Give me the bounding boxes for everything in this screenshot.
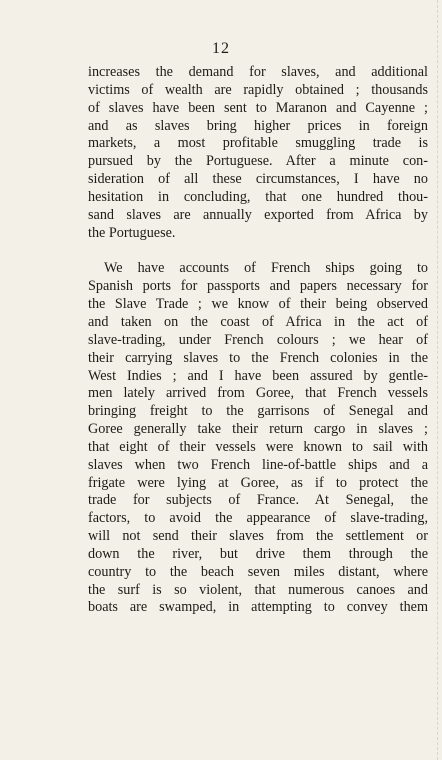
- text-line: slaves when two French line-of-battle ships and a: [88, 456, 428, 473]
- text-line: increases the demand for slaves, and additional: [88, 64, 428, 80]
- text-line: frigate were lying at Goree, as if to protect the: [88, 474, 428, 491]
- text-line: We have accounts of French ships going to: [104, 260, 428, 277]
- text-line: down the river, but drive them through the: [88, 545, 428, 562]
- text-line: Goree generally take their return cargo in slaves ;: [88, 421, 428, 438]
- paragraph-2: [88, 260, 428, 617]
- text-line: men lately arrived from Goree, that French vessels: [88, 385, 428, 402]
- paragraph-1: [88, 64, 428, 242]
- text-line: and as slaves bring higher prices in foreign: [88, 117, 428, 134]
- text-line: pursued by the Portuguese. After a minute con-: [88, 153, 428, 170]
- text-line: trade for subjects of France. At Senegal, the: [88, 492, 428, 509]
- body-text: [88, 64, 428, 617]
- text-line: West Indies ; and I have been assured by gentle-: [88, 367, 428, 384]
- text-line: of slaves have been sent to Maranon and Cayenne ;: [88, 99, 428, 116]
- text-line: slave-trading, under French colours ; we hear of: [88, 331, 428, 348]
- text-line: bringing freight to the garrisons of Senegal and: [88, 403, 428, 420]
- text-line: their carrying slaves to the French colonies in the: [88, 349, 428, 366]
- text-line: the Portuguese.: [88, 224, 176, 241]
- text-line: Spanish ports for passports and papers necessary for: [88, 278, 428, 295]
- text-line: hesitation in concluding, that one hundred thou-: [88, 188, 428, 205]
- text-line: sand slaves are annually exported from Africa by: [88, 206, 428, 223]
- text-line: country to the beach seven miles distant, where: [88, 563, 428, 580]
- text-line: the surf is so violent, that numerous canoes and: [88, 581, 428, 598]
- text-line: and taken on the coast of Africa in the act of: [88, 313, 428, 330]
- page-number: 12: [212, 40, 230, 57]
- text-line: boats are swamped, in attempting to convey them: [88, 599, 428, 616]
- text-line: that eight of their vessels were known to sail with: [88, 438, 428, 455]
- text-line: factors, to avoid the appearance of slave-trading,: [88, 510, 428, 527]
- text-line: will not send their slaves from the settlement or: [88, 528, 428, 545]
- text-line: the Slave Trade ; we know of their being observed: [88, 296, 428, 313]
- text-line: markets, a most profitable smuggling trade is: [88, 135, 428, 152]
- text-line: sideration of all these circumstances, I have no: [88, 171, 428, 188]
- page-edge: [435, 0, 438, 760]
- paragraph-spacer: [88, 242, 428, 260]
- text-line: victims of wealth are rapidly obtained ; thousands: [88, 81, 428, 98]
